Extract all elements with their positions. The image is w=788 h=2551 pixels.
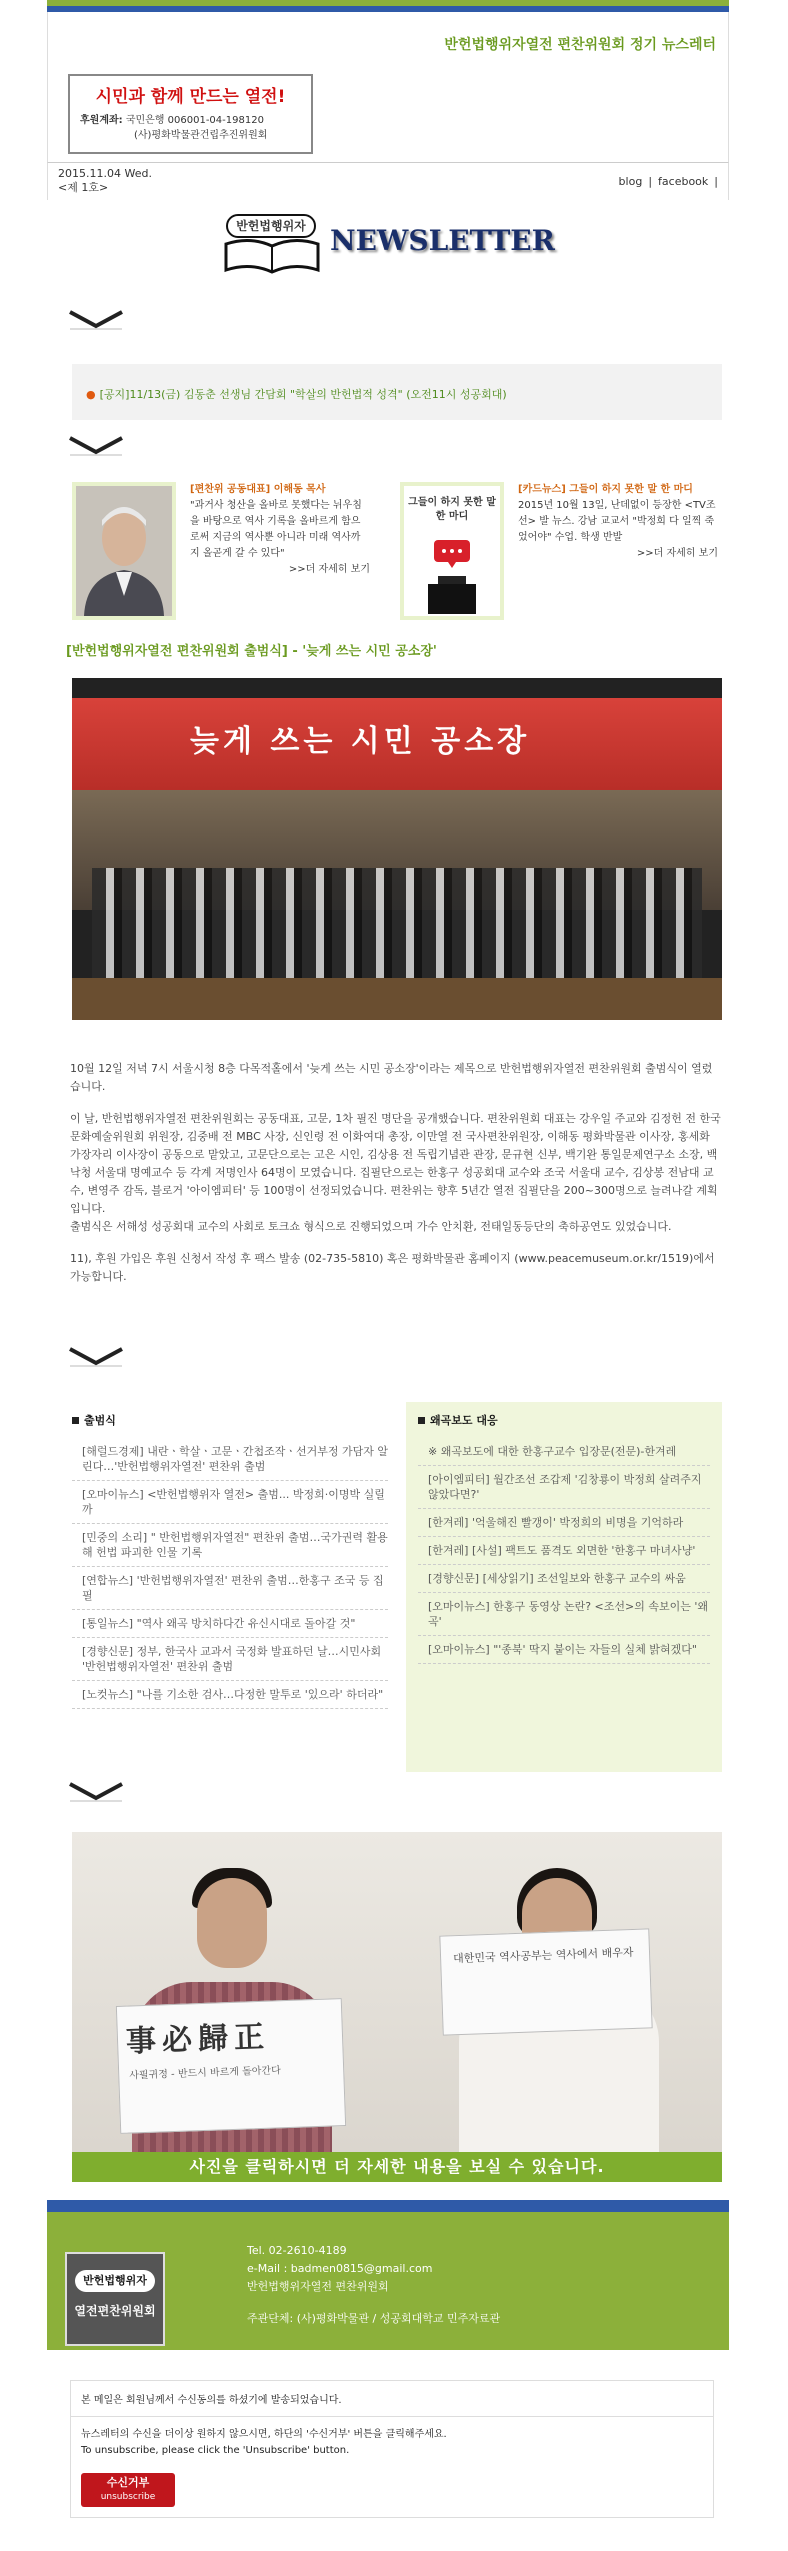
launch-event-photo[interactable] <box>72 678 722 1020</box>
cochair-text <box>190 482 370 578</box>
unsubscribe-button[interactable] <box>81 2473 175 2507</box>
cardnews-more-link[interactable]: >>더 자세히 보기 <box>636 548 718 559</box>
footer-org: 반헌법행위자열전 편찬위원회 <box>247 2280 389 2293</box>
cardnews-text <box>518 482 718 562</box>
right-sign-text: 대한민국 역사공부는 역사에서 배우자 <box>452 1945 634 1966</box>
article-paragraph: 출범식은 서해성 성공회대 교수의 사회로 토크쇼 형식으로 진행되었으며 가수 안치환, 전태일동등단의 축하공연도 있었습니다. <box>70 1220 672 1233</box>
square-bullet-icon <box>72 1417 79 1424</box>
news-link-item[interactable]: [한겨레] '억울해진 빨갱이' 박정희의 비명을 기억하라 <box>418 1509 710 1537</box>
distortion-response-column <box>406 1402 722 1772</box>
photo-floor <box>72 978 722 1020</box>
photo-caption[interactable]: 사진을 클릭하시면 더 자세한 내용을 보실 수 있습니다. <box>72 2152 722 2182</box>
chevron-down-icon <box>68 308 124 330</box>
open-book-icon <box>222 236 322 276</box>
speech-bubble-icon <box>404 536 500 616</box>
article-paragraph: 11), 후원 가입은 후원 신청서 작성 후 팩스 발송 (02-735-5810) 혹은 평화박물관 홈페이지 (www.peacemuseum.or.kr/1519)에서 가능합니다. <box>70 1252 715 1283</box>
unsubscribe-ko: 뉴스레터의 수신을 더이상 원하지 않으시면, 하단의 '수신거부' 버튼을 클릭해주세요. <box>81 2429 447 2440</box>
article-paragraph: 10월 12일 저녁 7시 서울시청 8층 다목적홀에서 '늦게 쓰는 시민 공소장'이라는 제목으로 반헌법행위자열전 편찬위원회 출범식이 열렸습니다. <box>70 1062 713 1093</box>
footer-logo-top: 반헌법행위자 <box>75 2270 155 2292</box>
launch-news-column <box>72 1402 388 1719</box>
footer-logo <box>65 2252 165 2346</box>
newsletter-logo <box>222 208 555 276</box>
chevron-down-icon <box>68 434 124 456</box>
footer-email[interactable]: e-Mail : badmen0815@gmail.com <box>247 2262 433 2275</box>
cardnews-body: 2015년 10월 13일, 난데없이 등장한 <TV조선> 발 뉴스. 강남 교교서 "박정희 다 일찍 죽었어야" 수업. 학생 반발 <box>518 500 716 543</box>
footer-logo-bottom: 열전편찬위원회 <box>74 2304 156 2318</box>
newsletter-frame <box>47 0 729 200</box>
news-link-item[interactable]: [민중의 소리] " 반헌법행위자열전" 편찬위 출범…국가권력 활용해 헌법 파괴한 인물 기록 <box>72 1524 388 1567</box>
notice-bar[interactable] <box>72 364 722 420</box>
issue-number: <제 1호> <box>58 181 109 194</box>
news-link-item[interactable]: [오마이뉴스] 한홍구 동영상 논란? <조선>의 속보이는 '왜곡' <box>418 1593 710 1636</box>
unsubscribe-box <box>70 2380 714 2518</box>
footer <box>47 2200 729 2350</box>
news-link-item[interactable]: [노컷뉴스] "나를 기소한 검사…다정한 말투로 '있으라' 하더라" <box>72 1681 388 1709</box>
news-link-item[interactable]: [오마이뉴스] "'종북' 딱지 붙이는 자들의 실체 밝혀겠다" <box>418 1636 710 1664</box>
launch-news-title: 출범식 <box>84 1414 116 1427</box>
student-head <box>197 1878 267 1968</box>
chevron-down-icon <box>68 1780 124 1802</box>
book-logo-icon <box>222 210 322 274</box>
square-bullet-icon <box>418 1417 425 1424</box>
photo-crowd <box>92 868 702 978</box>
promo-owner: (사)평화박물관건립추진위원회 <box>134 130 268 141</box>
card-cochair[interactable] <box>72 482 372 622</box>
article-paragraph: 이 날, 반헌법행위자열전 편찬위원회는 공동대표, 고문, 1차 필진 명단을 공개했습니다. 편찬위원회 대표는 강우일 주교와 김정헌 전 한국문화예술위원회 위원장, 김중배 전 MBC 사장, 신인령 전 이화여대 총장, 이만열 전 국사편찬위원장, 이해동 평화박물관 이사장, 홍세화 가장자리 이사장이 공동으로 맡았고, 고문단으로는 고은 시인, 김상용 전 독립기념관 관장, 문규현 신부, 백기완 통일문제연구소 소장, 백낙청 서울대 명예교수 등 각계 저명인사 64명이 모였습니다. 집필단으로는 한홍구 성공회대 교수와 조국 서울대 교수, 김상봉 전남대 교수, 변영주 감독, 블로거 '아이엠피터' 등 100명이 선정되었습니다. 편찬위는 향후 5년간 열전 집필단을 200~300명으로 늘려나갈 계획입니다. <box>70 1112 721 1215</box>
notice-text[interactable]: [공지]11/13(금) 김동춘 선생님 간담회 "학살의 반헌법적 성격" (오전11시 성공회대) <box>99 388 507 401</box>
unsubscribe-text <box>71 2417 713 2517</box>
left-sign-subtext: 사필귀정 - 반드시 바르게 돌아간다 <box>129 2065 281 2082</box>
event-banner <box>72 698 722 790</box>
distortion-heading <box>418 1412 710 1428</box>
cardnews-image[interactable] <box>400 482 504 620</box>
footer-host: 주관단체: (사)평화박물관 / 성공회대학교 민주자료관 <box>247 2312 501 2325</box>
issue-date: 2015.11.04 Wed. <box>58 167 152 180</box>
launch-news-list <box>72 1438 388 1709</box>
header <box>47 12 729 162</box>
unsubscribe-button-en: unsubscribe <box>100 2492 156 2502</box>
footer-tel: Tel. 02-2610-4189 <box>247 2244 347 2257</box>
banner-text: 늦게 쓰는 시민 공소장 <box>190 724 531 759</box>
logo-label: 반헌법행위자 <box>226 214 316 238</box>
news-link-item[interactable]: [아이엠피터] 월간조선 조갑제 '김창룡이 박정희 살려주지 않았다면?' <box>418 1466 710 1509</box>
news-link-item[interactable]: [통일뉴스] "역사 왜곡 방치하다간 유신시대로 돌아갈 것" <box>72 1610 388 1638</box>
dateline <box>47 162 729 200</box>
blog-link[interactable]: blog <box>618 175 643 188</box>
student-right <box>397 1832 722 2182</box>
newsletter-title: 반헌법행위자열전 편찬위원회 정기 뉴스레터 <box>444 37 716 53</box>
news-link-item[interactable]: [경향신문] 정부, 한국사 교과서 국정화 발표하던 날…시민사회 '반헌법행위자열전' 편찬위 출범 <box>72 1638 388 1681</box>
news-link-item[interactable]: [경향신문] [세상읽기] 조선일보와 한홍구 교수의 싸움 <box>418 1565 710 1593</box>
cochair-photo[interactable] <box>72 482 176 620</box>
news-link-item[interactable]: ※ 왜곡보도에 대한 한홍구교수 입장문(전문)-한겨레 <box>418 1438 710 1466</box>
promo-account-line <box>80 111 301 126</box>
left-sign-text: 事必歸正 <box>125 2019 271 2060</box>
sign-paper <box>116 1998 346 2134</box>
consent-notice: 본 메일은 회원님께서 수신동의를 하셨기에 발송되었습니다. <box>71 2381 713 2417</box>
sign-paper <box>439 1928 652 2035</box>
distortion-news-list <box>418 1438 710 1664</box>
cochair-heading[interactable]: [편찬위 공동대표] 이해동 목사 <box>190 484 326 495</box>
news-link-item[interactable]: [해럴드경제] 내란ㆍ학살ㆍ고문ㆍ간첩조작ㆍ선거부정 가담자 알린다…'반헌법행위자열전' 편찬위 출범 <box>72 1438 388 1481</box>
chevron-down-icon <box>68 1345 124 1367</box>
date-block <box>58 167 152 195</box>
promo-title: 시민과 함께 만드는 열전! <box>95 87 286 107</box>
unsubscribe-en: To unsubscribe, please click the 'Unsubscribe' button. <box>81 2445 350 2456</box>
social-links: blog | facebook | <box>618 175 718 188</box>
footer-info <box>247 2242 500 2328</box>
bullet-icon: ● <box>86 388 96 401</box>
news-link-item[interactable]: [오마이뉴스] <반헌법행위자 열전> 출범... 박정희·이명박 실릴까 <box>72 1481 388 1524</box>
donation-promo[interactable] <box>68 74 313 154</box>
student-protest-photo[interactable] <box>72 1832 722 2182</box>
distortion-title: 왜곡보도 대응 <box>430 1414 498 1427</box>
news-link-item[interactable]: [한겨레] [사설] 팩트도 품격도 외면한 '한홍구 마녀사냥' <box>418 1537 710 1565</box>
unsubscribe-button-ko: 수신거부 <box>106 2476 150 2489</box>
portrait-image <box>76 486 172 616</box>
card-cardnews[interactable] <box>400 482 722 622</box>
cardnews-heading[interactable]: [카드뉴스] 그들이 하지 못한 말 한 마디 <box>518 484 693 495</box>
facebook-link[interactable]: facebook <box>658 175 709 188</box>
student-left <box>72 1832 397 2182</box>
newsletter-wordmark: NEWSLETTER <box>330 224 555 257</box>
news-link-item[interactable]: [연합뉴스] '반헌법행위자열전' 편찬위 출범…한홍구 조국 등 집필 <box>72 1567 388 1610</box>
article-title[interactable]: [반헌법행위자열전 편찬위원회 출범식] - '늦게 쓰는 시민 공소장' <box>66 644 437 659</box>
launch-news-heading <box>72 1412 388 1428</box>
promo-account-label: 후원계좌: <box>80 115 123 126</box>
article-body <box>70 1060 722 1300</box>
promo-account: 국민은행 006001-04-198120 <box>125 115 264 126</box>
cochair-body: "과거사 청산을 올바로 못했다는 뉘우침을 바탕으로 역사 기록을 올바르게 함으로써 지금의 역사뿐 아니라 미래 역사까지 올곧게 갈 수 있다" <box>190 500 362 559</box>
cochair-more-link[interactable]: >>더 자세히 보기 <box>288 564 370 575</box>
cardnews-image-text: 그들이 하지 못한 말 한 마디 <box>408 497 496 522</box>
